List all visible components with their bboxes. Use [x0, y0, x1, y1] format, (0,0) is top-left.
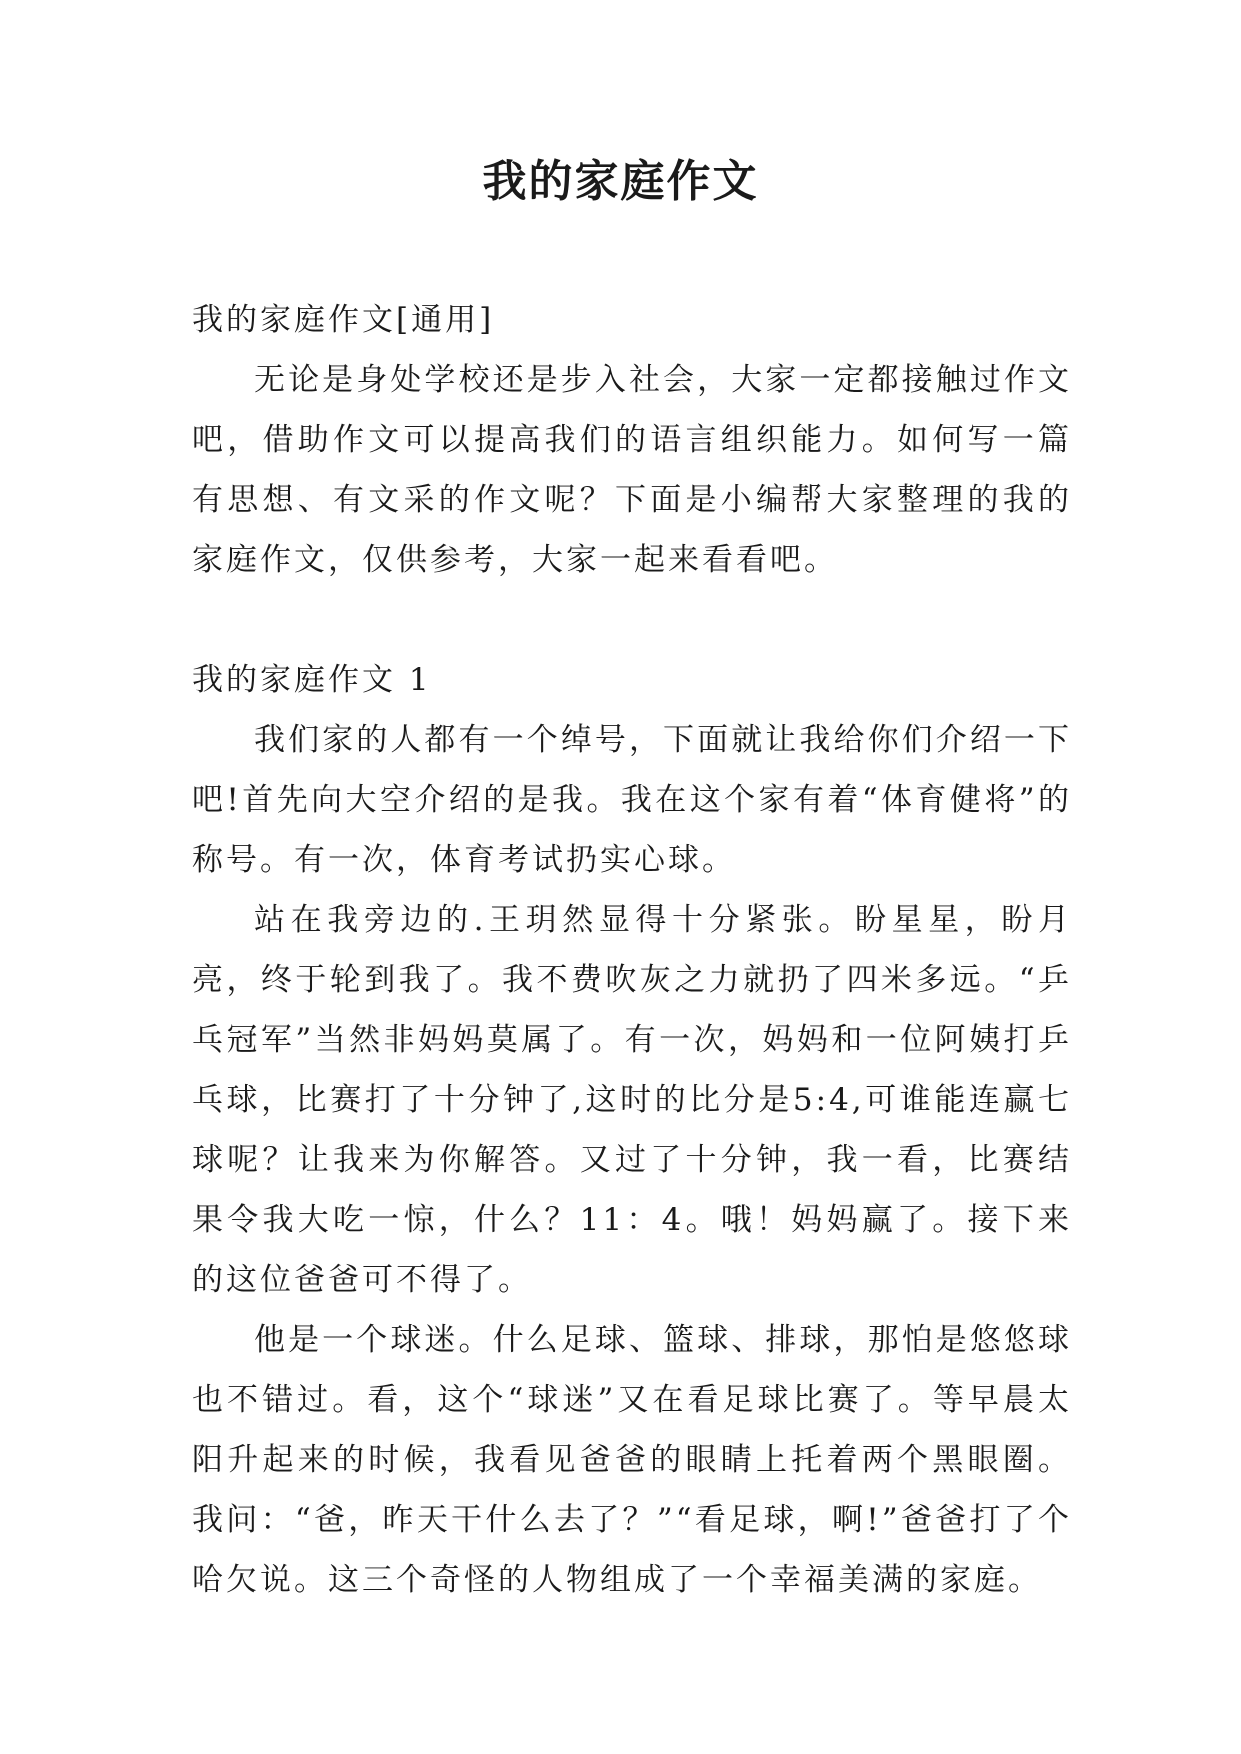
section1-heading: 我的家庭作文 1 [192, 662, 432, 698]
section1-paragraph-2: 站在我旁边的.王玥然显得十分紧张。盼星星，盼月亮，终于轮到我了。我不费吹灰之力就扔了四米多远。“乒乓冠军”当然非妈妈莫属了。有一次，妈妈和一位阿姨打乒乓球，比赛打了十分钟了,这时的比分是5:4,可谁能连赢七球呢？让我来为你解答。又过了十分钟，我一看，比赛结果令我大吃一惊，什么？11：4。哦！妈妈赢了。接下来的这位爸爸可不得了。 [192, 902, 1072, 1298]
intro-heading: 我的家庭作文[通用] [192, 302, 495, 338]
intro-paragraph: 无论是身处学校还是步入社会，大家一定都接触过作文吧，借助作文可以提高我们的语言组织能力。如何写一篇有思想、有文采的作文呢？下面是小编帮大家整理的我的家庭作文，仅供参考，大家一起来看看吧。 [192, 362, 1072, 578]
document-title: 我的家庭作文 [482, 156, 759, 207]
section-spacer [192, 590, 1072, 650]
document-body [192, 290, 1072, 1610]
section1-paragraph-1: 我们家的人都有一个绰号，下面就让我给你们介绍一下吧!首先向大空介绍的是我。我在这个家有着“体育健将”的称号。有一次，体育考试扔实心球。 [192, 722, 1072, 878]
section1-paragraph-3: 他是一个球迷。什么足球、篮球、排球，那怕是悠悠球也不错过。看，这个“球迷”又在看足球比赛了。等早晨太阳升起来的时候，我看见爸爸的眼睛上托着两个黑眼圈。我问：“爸，昨天干什么去了？”“看足球，啊!”爸爸打了个哈欠说。这三个奇怪的人物组成了一个幸福美满的家庭。 [192, 1322, 1072, 1598]
